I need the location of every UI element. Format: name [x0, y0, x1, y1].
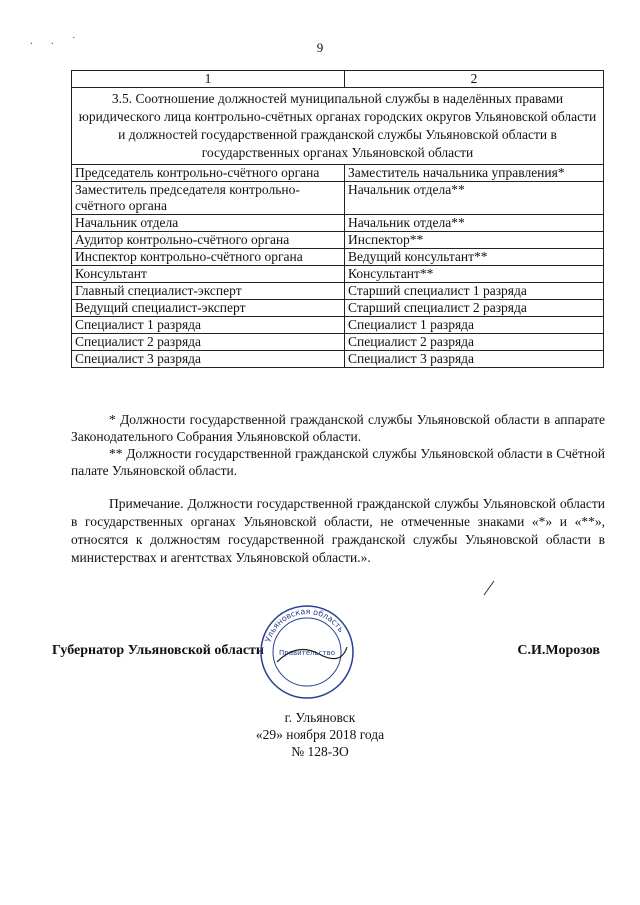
place: г. Ульяновск	[284, 710, 356, 725]
municipal-position: Заместитель председателя контрольно-счётного органа	[72, 182, 345, 215]
state-position: Специалист 3 разряда	[345, 351, 604, 368]
date: «29» ноября 2018 года	[255, 727, 385, 742]
municipal-position: Начальник отдела	[72, 215, 345, 232]
state-position: Старший специалист 2 разряда	[345, 300, 604, 317]
place-and-date	[0, 709, 640, 760]
municipal-position: Председатель контрольно-счётного органа	[72, 165, 345, 182]
table-row	[72, 300, 604, 317]
state-position: Консультант**	[345, 266, 604, 283]
governor-name: С.И.Морозов	[517, 643, 600, 658]
table-row	[72, 249, 604, 266]
table-row	[72, 266, 604, 283]
municipal-position: Специалист 3 разряда	[72, 351, 345, 368]
table-row	[72, 351, 604, 368]
state-position: Инспектор**	[345, 232, 604, 249]
column-number-1: 1	[72, 71, 345, 88]
note-text: Примечание. Должности государственной гражданской службы Ульяновской области в государственных органах Ульяновской области, не отмеченные знаками «*» и «**», относятся к должностям государственной гражданской службы Ульяновской области в министерствах и агентствах Ульяновской области.».	[71, 496, 605, 565]
column-numbers-row	[72, 71, 604, 88]
positions-table	[71, 70, 604, 368]
scan-marks: . . ˙	[30, 36, 84, 47]
table-row	[72, 334, 604, 351]
table-row	[72, 283, 604, 300]
note-block	[71, 495, 605, 567]
footnote-double-asterisk: ** Должности государственной гражданской службы Ульяновской области в Счётной палате Ульяновской области.	[71, 446, 605, 478]
municipal-position: Инспектор контрольно-счётного органа	[72, 249, 345, 266]
state-position: Заместитель начальника управления*	[345, 165, 604, 182]
table-row	[72, 182, 604, 215]
state-position: Специалист 2 разряда	[345, 334, 604, 351]
table-row	[72, 215, 604, 232]
law-number: № 128-ЗО	[291, 744, 349, 759]
governor-title: Губернатор Ульяновской области	[52, 643, 264, 658]
page-number: 9	[316, 40, 324, 55]
municipal-position: Консультант	[72, 266, 345, 283]
table-row	[72, 317, 604, 334]
state-position: Ведущий консультант**	[345, 249, 604, 266]
municipal-position: Специалист 2 разряда	[72, 334, 345, 351]
seal-center-text: Правительство	[279, 649, 335, 657]
table-row	[72, 232, 604, 249]
section-row	[72, 88, 604, 165]
state-position: Начальник отдела**	[345, 182, 604, 215]
municipal-position: Ведущий специалист-эксперт	[72, 300, 345, 317]
table-row	[72, 165, 604, 182]
municipal-position: Аудитор контрольно-счётного органа	[72, 232, 345, 249]
state-position: Специалист 1 разряда	[345, 317, 604, 334]
seal-ring-text: Ульяновская область	[263, 606, 346, 644]
footnote-single-asterisk: * Должности государственной гражданской службы Ульяновской области в аппарате Законодательного Собрания Ульяновской области.	[71, 412, 605, 444]
column-number-2: 2	[345, 71, 604, 88]
state-position: Начальник отдела**	[345, 215, 604, 232]
municipal-position: Специалист 1 разряда	[72, 317, 345, 334]
section-title: 3.5. Соотношение должностей муниципальной службы в наделённых правами юридического лица контрольно-счётных органах городских округов Ульяновской области и должностей государственной гражданской службы Ульяновской области в государственных органах Ульяновской области	[72, 88, 604, 165]
official-seal	[257, 602, 357, 702]
state-position: Старший специалист 1 разряда	[345, 283, 604, 300]
footnotes	[71, 411, 605, 479]
handwritten-mark	[480, 578, 500, 598]
municipal-position: Главный специалист-эксперт	[72, 283, 345, 300]
